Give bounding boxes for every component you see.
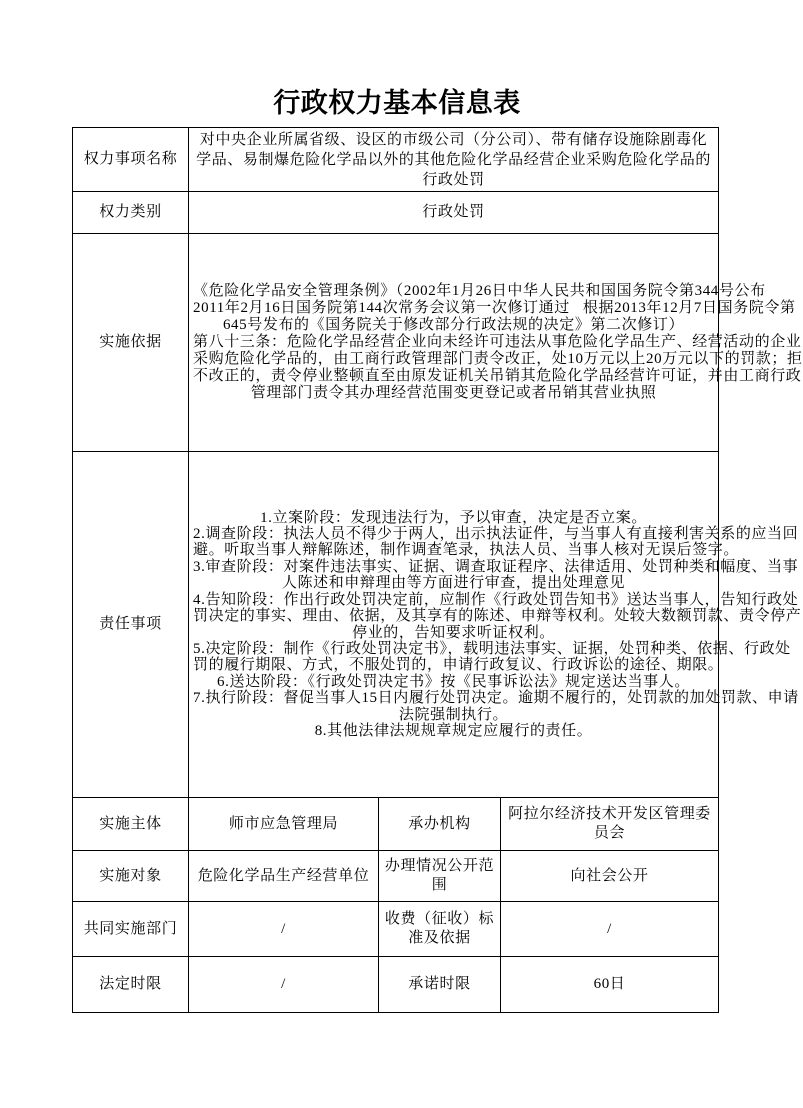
value-implementing-body: 师市应急管理局 — [189, 798, 379, 851]
responsibility-line: 4.告知阶段：作出行政处罚决定前，应制作《行政处罚告知书》送达当事人，告知行政处 — [193, 591, 799, 608]
row-implementing-body — [73, 798, 719, 851]
label-fee-basis — [379, 902, 501, 957]
label-legal-basis: 实施依据 — [73, 234, 189, 452]
value-fee-basis: / — [501, 902, 719, 957]
handling-agency-line: 阿拉尔经济技术开发区管理委 — [508, 806, 711, 822]
label-implementing-body: 实施主体 — [73, 798, 189, 851]
value-responsibilities — [189, 452, 802, 798]
row-time-limits — [73, 957, 719, 1013]
legal-basis-line: 645号发布的《国务院关于修改部分行政法规的决定》第二次修订） — [222, 317, 685, 333]
disclosure-scope-label-line: 办理情况公开范 — [384, 858, 495, 874]
row-power-item-name — [73, 128, 719, 192]
power-item-name-line: 学品、易制爆危险化学品以外的其他危险化学品经营企业采购危险化学品的 — [196, 151, 711, 168]
legal-basis-line: 第八十三条：危险化学品经营企业向未经许可违法从事危险化学品生产、经营活动的企业 — [193, 334, 802, 350]
legal-basis-line: 管理部门责令其办理经营范围变更登记或者吊销其营业执照 — [250, 385, 657, 401]
legal-basis-line: 不改正的，责令停业整顿直至由原发证机关吊销其危险化学品经营许可证，并由工商行政 — [193, 368, 802, 384]
responsibility-line: 罚决定的事实、理由、依据，及其享有的陈述、申辩等权利。处较大数额罚款、责令停产 — [193, 608, 802, 625]
fee-basis-label-line: 准及依据 — [408, 930, 471, 946]
handling-agency-line: 员会 — [593, 825, 626, 841]
responsibility-line: 7.执行阶段：督促当事人15日内履行处罚决定。逾期不履行的，处罚款的加处罚款、申请 — [193, 690, 799, 707]
responsibility-line: 3.审查阶段：对案件违法事实、证据、调查取证程序、法律适用、处罚种类和幅度、当事 — [193, 558, 799, 575]
label-responsibilities: 责任事项 — [73, 452, 189, 798]
label-disclosure-scope — [379, 851, 501, 902]
responsibility-line: 2.调查阶段：执法人员不得少于两人，出示执法证件，与当事人有直接利害关系的应当回 — [193, 526, 799, 543]
value-implementation-target: 危险化学品生产经营单位 — [189, 851, 379, 902]
info-table — [72, 127, 803, 1013]
value-disclosure-scope: 向社会公开 — [501, 851, 719, 902]
fee-basis-label-line: 收费（征收）标 — [384, 911, 495, 927]
value-co-implementing-departments: / — [189, 902, 379, 957]
label-statutory-time-limit: 法定时限 — [73, 957, 189, 1013]
power-item-name-line: 对中央企业所属省级、设区的市级公司（分公司）、带有储存设施除剧毒化 — [199, 131, 708, 148]
label-handling-agency: 承办机构 — [379, 798, 501, 851]
responsibility-line: 停业的，告知要求听证权利。 — [352, 624, 555, 641]
disclosure-scope-label-line: 围 — [431, 877, 448, 893]
label-promised-time-limit: 承诺时限 — [379, 957, 501, 1013]
responsibility-line: 避。听取当事人辩解陈述，制作调查笔录，执法人员、当事人核对无误后签字。 — [193, 542, 740, 559]
value-power-category: 行政处罚 — [189, 192, 719, 234]
responsibility-line: 罚的履行期限、方式，不服处罚的，申请行政复议、行政诉讼的途径、期限。 — [193, 657, 724, 674]
document-title: 行政权力基本信息表 — [273, 88, 521, 118]
row-power-category — [73, 192, 719, 234]
responsibility-line: 法院强制执行。 — [398, 706, 509, 723]
value-power-item-name — [189, 128, 719, 192]
responsibility-line: 8.其他法律法规规章规定应履行的责任。 — [314, 722, 593, 739]
responsibility-line: 人陈述和申辩理由等方面进行审查，提出处理意见 — [281, 575, 626, 592]
legal-basis-line: 2011年2月16日国务院第144次常务会议第一次修订通过 根据2013年12月7日国务院令第 — [193, 300, 796, 316]
value-promised-time-limit: 60日 — [501, 957, 719, 1013]
label-power-item-name: 权力事项名称 — [73, 128, 189, 192]
row-legal-basis — [73, 234, 719, 452]
value-handling-agency — [501, 798, 719, 851]
responsibility-line: 6.送达阶段：《行政处罚决定书》按《民事诉讼法》规定送达当事人。 — [217, 673, 690, 690]
label-co-implementing-departments: 共同实施部门 — [73, 902, 189, 957]
value-legal-basis — [189, 234, 803, 452]
responsibility-line: 1.立案阶段：发现违法行为，予以审查，决定是否立案。 — [260, 509, 647, 526]
row-co-implementing-departments — [73, 902, 719, 957]
legal-basis-line: 《危险化学品安全管理条例》（2002年1月26日中华人民共和国国务院令第344号公布 — [193, 283, 766, 299]
row-implementation-target — [73, 851, 719, 902]
row-responsibilities — [73, 452, 719, 798]
value-statutory-time-limit: / — [189, 957, 379, 1013]
label-power-category: 权力类别 — [73, 192, 189, 234]
legal-basis-line: 采购危险化学品的，由工商行政管理部门责令改正，处10万元以上20万元以下的罚款；拒 — [193, 351, 803, 367]
responsibility-line: 5.决定阶段：制作《行政处罚决定书》，载明违法事实、证据，处罚种类、依据、行政处 — [193, 640, 791, 657]
power-item-name-line: 行政处罚 — [422, 171, 485, 188]
label-implementation-target: 实施对象 — [73, 851, 189, 902]
